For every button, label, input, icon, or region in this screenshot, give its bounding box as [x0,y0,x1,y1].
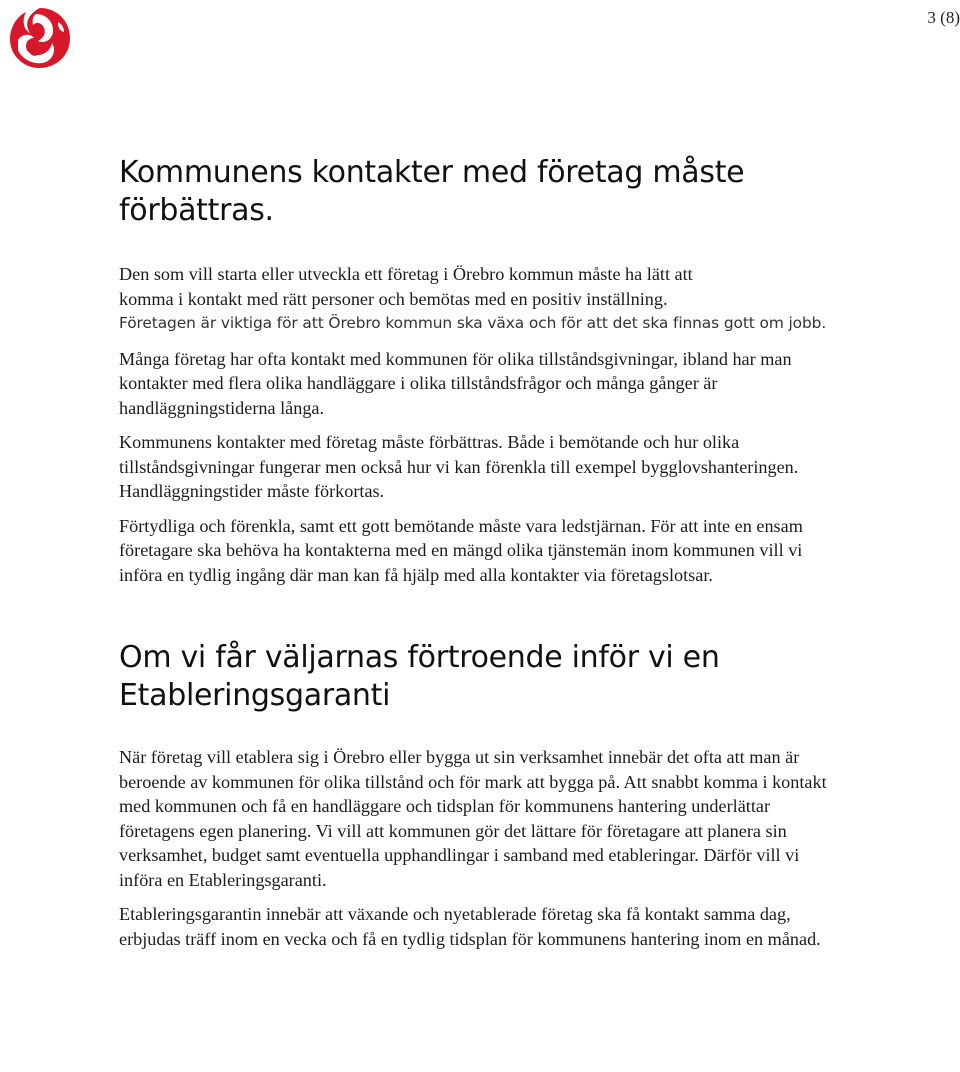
paragraph: Företagen är viktiga för att Örebro kommun ska växa och för att det ska finnas gott om jobb. [119,314,827,332]
paragraph: Kommunens kontakter med företag måste förbättras. Både i bemötande och hur olika tillståndsgivningar fungerar men också hur vi kan förenkla till exempel bygglovshanteringen. Handläggningstider måste förkortas. [119,432,799,501]
rose-logo-icon [6,4,74,72]
paragraph: Etableringsgarantin innebär att växande och nyetablerade företag ska få kontakt samma dag, erbjudas träff inom en vecka och få en tydlig tidsplan för kommunens hantering inom en månad. [119,904,821,949]
paragraph [119,262,839,311]
intro-line: komma i kontakt med rätt personer och bemötas med en positiv inställning. [119,288,668,309]
section-heading: Om vi får väljarnas förtroende inför vi en Etableringsgaranti [119,640,720,713]
intro-line: Den som vill starta eller utveckla ett företag i Örebro kommun måste ha lätt att [119,264,693,284]
document-body [119,154,839,961]
section-heading: Kommunens kontakter med företag måste förbättras. [119,155,745,228]
paragraph: När företag vill etablera sig i Örebro eller bygga ut sin verksamhet innebär det ofta att man är beroende av kommunen för olika tillstånd och för mark att bygga på. Att snabbt komma i kontakt med kommunen och få en handläggare och tidsplan för kommunens hantering underlättar företagens egen planering. Vi vill att kommunen gör det lättare för företagare att planera sin verksamhet, budget samt eventuella upphandlingar i samband med etableringar. Därför vill vi införa en Etableringsgaranti. [119,747,827,890]
paragraph: Många företag har ofta kontakt med kommunen för olika tillståndsgivningar, ibland har man kontakter med flera olika handläggare i olika tillståndsfrågor och många gånger är handläggningstiderna långa. [119,348,792,418]
page-number: 3 (8) [927,8,960,27]
paragraph: Förtydliga och förenkla, samt ett gott bemötande måste vara ledstjärnan. För att inte en ensam företagare ska behöva ha kontakterna med en mängd olika tjänstemän inom kommunen vill vi införa en tydlig ingång där man kan få hjälp med alla kontakter via företagslotsar. [119,515,803,585]
